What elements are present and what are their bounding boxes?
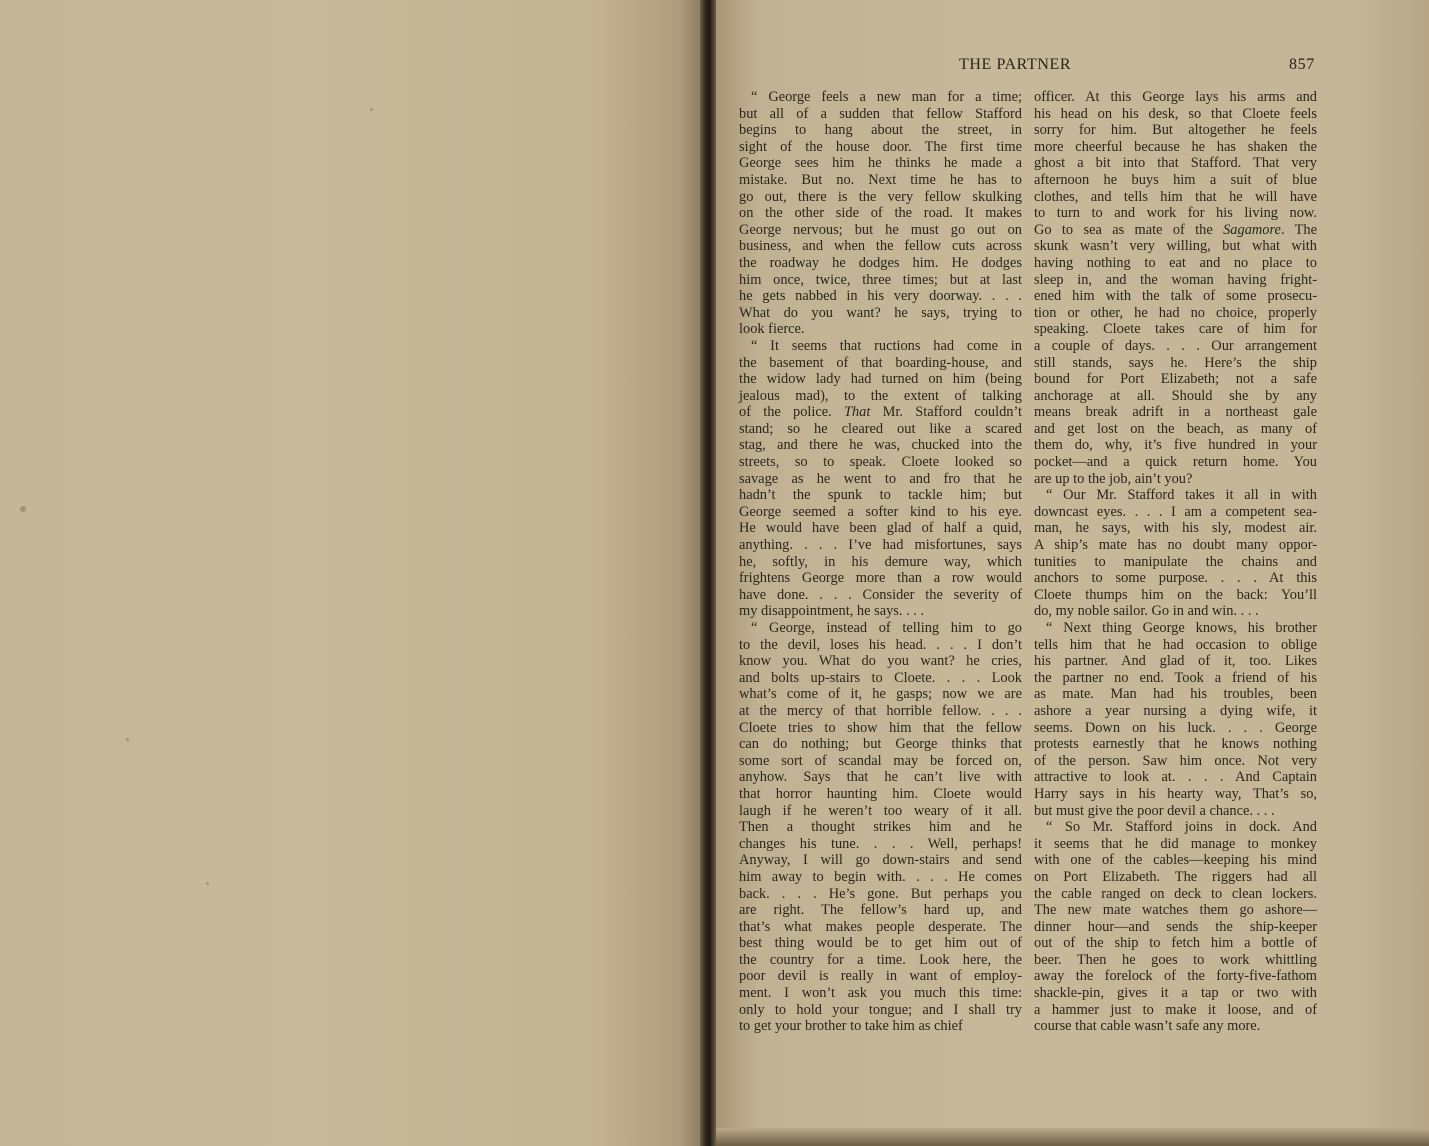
text-line: “ George, instead of telling him to go	[751, 620, 1022, 636]
text-line: but all of a sudden that fellow Stafford	[739, 105, 1022, 122]
text-line: bound for Port Elizabeth; not a safe	[1034, 371, 1317, 388]
right-text-column	[1034, 89, 1317, 1035]
text-line: shackle-pin, gives it a tap or two with	[1034, 985, 1317, 1002]
text-line: What do you want? he says, trying to	[739, 304, 1022, 321]
text-line: but must give the poor devil a chance. . . .	[1034, 802, 1275, 819]
text-line: having nothing to eat and no place to	[1034, 254, 1317, 271]
text-line: as mate. Man had his troubles, been	[1034, 686, 1317, 703]
text-line: he, softly, in his demure way, which	[739, 553, 1022, 570]
text-line: pocket—and a quick return home. You	[1034, 454, 1317, 471]
text-line: are up to the job, ain’t you?	[1034, 470, 1193, 487]
text-line: mistake. But no. Next time he has to	[739, 171, 1022, 188]
text-line: Then a thought strikes him and he	[739, 819, 1022, 836]
text-line: still stands, says he. Here’s the ship	[1034, 354, 1317, 371]
text-line: of the person. Saw him once. Not very	[1034, 752, 1317, 769]
text-line: Harry says in his hearty way, That’s so,	[1034, 785, 1317, 802]
paper-speck	[206, 882, 209, 885]
page-bottom-edge	[716, 1128, 1429, 1146]
text-line: to the devil, loses his head. . . . I don’t	[739, 636, 1022, 653]
text-line: him once, twice, three times; but at last	[739, 271, 1022, 288]
text-line: at the mercy of that horrible fellow. . . .	[739, 702, 1022, 719]
text-line: ened him with the talk of some prosecu-	[1034, 288, 1317, 305]
text-line: the basement of that boarding-house, and	[739, 354, 1022, 371]
text-line: speaking. Cloete takes care of him for	[1034, 321, 1317, 338]
text-line: ghost a bit into that Stafford. That very	[1034, 155, 1317, 172]
text-line: poor devil is really in want of employ-	[739, 968, 1022, 985]
text-line: man, he says, with his sly, modest air.	[1034, 520, 1317, 537]
text-line: course that cable wasn’t safe any more.	[1034, 1018, 1261, 1035]
text-line: some sort of scandal may be forced on,	[739, 752, 1022, 769]
text-line: a hammer just to make it loose, and of	[1034, 1001, 1317, 1018]
text-line: to get your brother to take him as chief	[739, 1018, 963, 1035]
text-line: tunities to manipulate the chains and	[1034, 553, 1317, 570]
text-line: know you. What do you want? he cries,	[739, 653, 1022, 670]
text-line: have done. . . . Consider the severity of	[739, 586, 1022, 603]
text-line: he gets nabbed in his very doorway. . . .	[739, 288, 1022, 305]
text-line: The new mate watches them go ashore—	[1034, 902, 1317, 919]
text-line: what’s come of it, he gasps; now we are	[739, 686, 1022, 703]
text-line: streets, so to speak. Cloete looked so	[739, 454, 1022, 471]
text-line: anchors to some purpose. . . . At this	[1034, 570, 1317, 587]
text-line: skunk wasn’t very willing, but what with	[1034, 238, 1317, 255]
text-line: that horror haunting him. Cloete would	[739, 785, 1022, 802]
text-line: Go to sea as mate of the Sagamore. The	[1034, 221, 1317, 238]
text-line: that’s what makes people desperate. The	[739, 918, 1022, 935]
text-line: sight of the house door. The first time	[739, 138, 1022, 155]
text-line: A ship’s mate has no doubt many oppor-	[1034, 537, 1317, 554]
text-line: on Port Elizabeth. The riggers had all	[1034, 868, 1317, 885]
text-line: more cheerful because he has shaken the	[1034, 138, 1317, 155]
text-line: anyhow. Says that he can’t live with	[739, 769, 1022, 786]
text-line: clothes, and tells him that he will have	[1034, 188, 1317, 205]
text-line: protests earnestly that he knows nothing	[1034, 736, 1317, 753]
text-line: back. . . . He’s gone. But perhaps you	[739, 885, 1022, 902]
text-line: Cloete tries to show him that the fellow	[739, 719, 1022, 736]
text-line: the widow lady had turned on him (being	[739, 371, 1022, 388]
text-line: jealous mad), to the extent of talking	[739, 387, 1022, 404]
text-line: begins to hang about the street, in	[739, 122, 1022, 139]
text-line: anchorage at all. Should she by any	[1034, 387, 1317, 404]
text-line: on the other side of the road. It makes	[739, 205, 1022, 222]
text-line: go out, there is the very fellow skulking	[739, 188, 1022, 205]
text-line: downcast eyes. . . . I am a competent sea-	[1034, 503, 1317, 520]
text-line: sleep in, and the woman having fright-	[1034, 271, 1317, 288]
text-line: He would have been glad of half a quid,	[739, 520, 1022, 537]
text-line: frightens George more than a row would	[739, 570, 1022, 587]
text-line: Cloete thumps him on the back: You’ll	[1034, 586, 1317, 603]
text-line: stand; so he cleared out like a scared	[739, 420, 1022, 437]
text-line: anything. . . . I’ve had misfortunes, says	[739, 537, 1022, 554]
text-line: tells him that he had occasion to oblige	[1034, 636, 1317, 653]
text-line: sorry for him. But altogether he feels	[1034, 122, 1317, 139]
text-line: and bolts up-stairs to Cloete. . . . Look	[739, 669, 1022, 686]
text-line: look fierce.	[739, 321, 805, 338]
text-line: his head on his desk, so that Cloete feels	[1034, 105, 1317, 122]
page-number: 857	[1289, 56, 1315, 73]
paper-speck	[20, 506, 26, 512]
text-line: only to hold your tongue; and I shall try	[739, 1001, 1022, 1018]
text-line: can do nothing; but George thinks that	[739, 736, 1022, 753]
paper-speck	[370, 108, 373, 111]
left-text-column	[739, 89, 1022, 1035]
text-line: ashore a year nursing a dying wife, it	[1034, 702, 1317, 719]
text-line: officer. At this George lays his arms and	[1034, 89, 1317, 105]
text-line: him away to begin with. . . . He comes	[739, 868, 1022, 885]
text-line: tion or other, he had no choice, properly	[1034, 304, 1317, 321]
text-line: the partner no end. Took a friend of his	[1034, 669, 1317, 686]
text-line: “ Next thing George knows, his brother	[1046, 620, 1317, 636]
page-header	[716, 56, 1429, 76]
text-line: a couple of days. . . . Our arrangement	[1034, 337, 1317, 354]
text-line: afternoon he buys him a suit of blue	[1034, 171, 1317, 188]
text-line: hadn’t the spunk to tackle him; but	[739, 487, 1022, 504]
book-gutter	[700, 0, 716, 1146]
text-line: best thing would be to get him out of	[739, 935, 1022, 952]
text-line: it seems that he did manage to monkey	[1034, 835, 1317, 852]
text-line: of the police. That Mr. Stafford couldn’t	[739, 404, 1022, 421]
text-line: “ Our Mr. Stafford takes it all in with	[1046, 487, 1317, 504]
text-line: the roadway he dodges him. He dodges	[739, 254, 1022, 271]
text-line: attractive to look at. . . . And Captain	[1034, 769, 1317, 786]
left-blank-page	[0, 0, 700, 1146]
text-line: the cable ranged on deck to clean lockers.	[1034, 885, 1317, 902]
text-line: laugh if he weren’t too weary of it all.	[739, 802, 1022, 819]
text-line: means break adrift in a northeast gale	[1034, 404, 1317, 421]
text-line: seems. Down on his luck. . . . George	[1034, 719, 1317, 736]
text-line: ment. I won’t ask you much this time:	[739, 985, 1022, 1002]
text-line: business, and when the fellow cuts across	[739, 238, 1022, 255]
text-line: changes his tune. . . . Well, perhaps!	[739, 835, 1022, 852]
text-line: with one of the cables—keeping his mind	[1034, 852, 1317, 869]
text-line: my disappointment, he says. . . .	[739, 603, 925, 620]
text-line: dinner hour—and sends the ship-keeper	[1034, 918, 1317, 935]
text-line: savage as he went to and fro that he	[739, 470, 1022, 487]
text-line: George seemed a softer kind to his eye.	[739, 503, 1022, 520]
text-line: the country for a time. Look here, the	[739, 951, 1022, 968]
text-line: them do, why, it’s five hundred in your	[1034, 437, 1317, 454]
text-line: do, my noble sailor. Go in and win. . . .	[1034, 603, 1259, 620]
text-line: to turn to and work for his living now.	[1034, 205, 1317, 222]
text-line: “ So Mr. Stafford joins in dock. And	[1046, 819, 1317, 836]
text-line: beer. Then he goes to work whittling	[1034, 951, 1317, 968]
text-line: out of the ship to fetch him a bottle of	[1034, 935, 1317, 952]
text-line: stag, and there he was, chucked into the	[739, 437, 1022, 454]
paper-speck	[126, 738, 129, 741]
text-line: are right. The fellow’s hard up, and	[739, 902, 1022, 919]
text-line: away the forelock of the forty-five-fathom	[1034, 968, 1317, 985]
running-title: THE PARTNER	[959, 56, 1072, 73]
text-line: Anyway, I will go down-stairs and send	[739, 852, 1022, 869]
text-line: and get lost on the beach, as many of	[1034, 420, 1317, 437]
text-line: “ George feels a new man for a time;	[751, 89, 1022, 105]
text-line: George nervous; but he must go out on	[739, 221, 1022, 238]
text-line: his partner. And glad of it, too. Likes	[1034, 653, 1317, 670]
text-line: “ It seems that ructions had come in	[751, 337, 1022, 354]
text-line: George sees him he thinks he made a	[739, 155, 1022, 172]
